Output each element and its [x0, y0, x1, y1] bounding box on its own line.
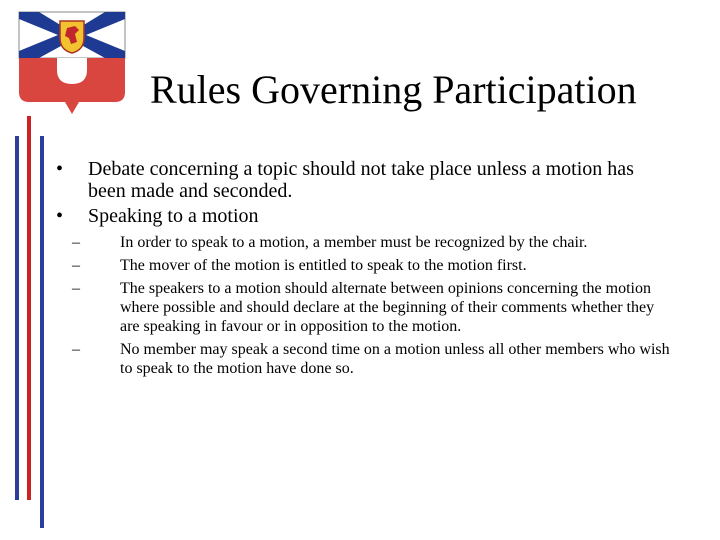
sub-bullet-text: No member may speak a second time on a motion unless all other members who wish to speak to the motion have done so. [120, 341, 670, 377]
bullet-item [56, 205, 676, 227]
decorative-rule-blue-right [40, 136, 44, 528]
slide-body [56, 158, 676, 382]
sub-bullet-list [64, 233, 676, 378]
decorative-rule-blue-left [15, 136, 19, 500]
sub-bullet-text: The speakers to a motion should alternate between opinions concerning the motion where possible and should declare at the beginning of their comments whether they are speaking in favour or in opposition to the motion. [120, 280, 655, 335]
bullet-item [56, 158, 676, 202]
dash-marker: – [72, 280, 80, 297]
sub-bullet-item [64, 340, 676, 378]
sub-bullet-item [64, 256, 676, 275]
sub-bullet-text: In order to speak to a motion, a member must be recognized by the chair. [120, 234, 588, 251]
bullet-text: Speaking to a motion [88, 205, 259, 227]
sub-bullet-item [64, 233, 676, 252]
dash-marker: – [72, 234, 80, 251]
dash-marker: – [72, 257, 80, 274]
bullet-marker: • [56, 158, 64, 180]
dash-marker: – [72, 341, 80, 358]
decorative-rule-red [27, 116, 31, 500]
sub-bullet-item [64, 279, 676, 336]
bullet-text: Debate concerning a topic should not take place unless a motion has been made and seconded. [88, 158, 634, 202]
slide-title: Rules Governing Participation [150, 67, 637, 112]
sub-bullet-text: The mover of the motion is entitled to speak to the motion first. [120, 257, 527, 274]
nova-scotia-flag-shield-logo [17, 10, 127, 116]
bullet-marker: • [56, 205, 64, 227]
